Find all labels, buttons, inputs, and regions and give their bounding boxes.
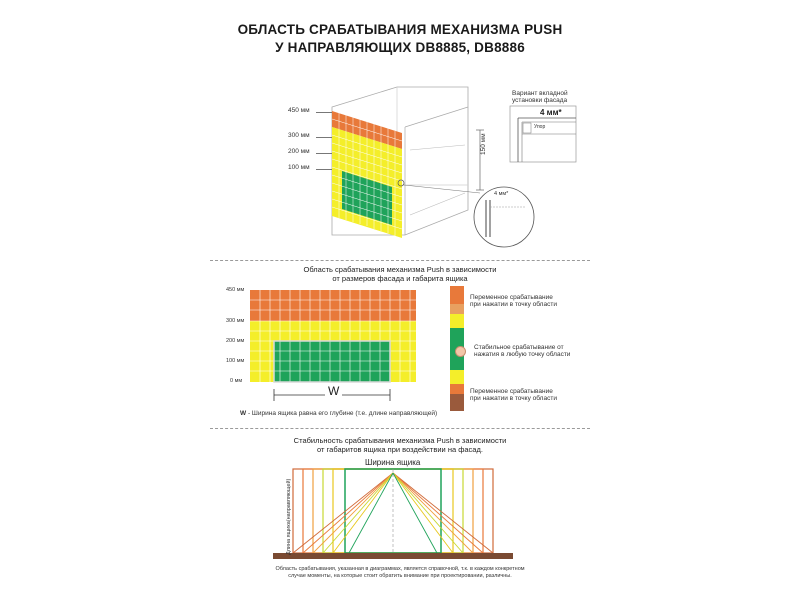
leader-300 [316,137,332,138]
legend-item-2-line1: Стабильное срабатывание от [474,344,564,351]
section3-title-line2: от габаритов ящика при воздействии на фасад. [317,445,483,454]
section3-title-line1: Стабильность срабатывания механизма Push в зависимости [293,436,507,445]
variant-gap-label: 4 мм* [540,108,562,117]
height-label-450: 450 мм [288,107,310,114]
legend-item-2-line2: нажатия в любую точку области [474,351,571,358]
vertical-dimension-label: 150 мм [480,133,487,155]
height-label-200: 200 мм [288,148,310,155]
footnote-line1: Область срабатывания, указанная в диаграммах, является справочной, т.к. в каждом конкретном [275,566,525,572]
section2-title-line2: от размеров фасада и габарита ящика [332,274,468,283]
page-title-line2: У НАПРАВЛЯЮЩИХ DB8885, DB8886 [275,40,525,55]
page-title-line1: ОБЛАСТЬ СРАБАТЫВАНИЯ МЕХАНИЗМА PUSH [237,22,563,37]
leader-200 [316,153,332,154]
height-label-100: 100 мм [288,164,310,171]
section-divider-1 [210,260,590,261]
leader-100 [316,169,332,170]
legend-item-3-line1: Переменное срабатывание [470,388,553,395]
stability-diagram [273,465,513,560]
y-label-200: 200 мм [226,338,245,344]
leader-450 [316,112,332,113]
y-label-100: 100 мм [226,358,245,364]
width-note-text: - Ширина ящика равна его глубине (т.е. длине направляющей) [246,410,438,417]
legend-item-3-line2: при нажатии в точку области [470,395,557,402]
zone-grid [250,290,416,382]
finger-press-icon [455,346,466,357]
y-label-450: 450 мм [226,287,245,293]
inset-gap-label: 4 мм* [494,191,509,197]
width-note-symbol: W [240,410,247,417]
variant-caption-line2: установки фасада [512,97,568,104]
height-label-300: 300 мм [288,132,310,139]
y-label-300: 300 мм [226,318,245,324]
box-length-label: Длина ящика(направляющей) [286,478,292,555]
box-width-label: Ширина ящика [365,458,421,467]
variant-stop-label: Упор [534,124,546,130]
legend-item-1-line1: Переменное срабатывание [470,294,553,301]
section-divider-2 [210,428,590,429]
width-label: W [325,384,342,398]
y-label-0: 0 мм [230,378,243,384]
width-note [240,410,437,417]
section2-title-line1: Область срабатывания механизма Push в зависимости [303,265,497,274]
variant-caption-line1: Вариант вкладной [512,90,568,97]
footnote-line2: случае моменты, на которые стоит обратить внимание при проектировании, различны. [288,573,512,579]
legend-item-1-line2: при нажатии в точку области [470,301,557,308]
facade-variant-box [510,90,580,162]
zone-grid-drawing [250,290,416,382]
